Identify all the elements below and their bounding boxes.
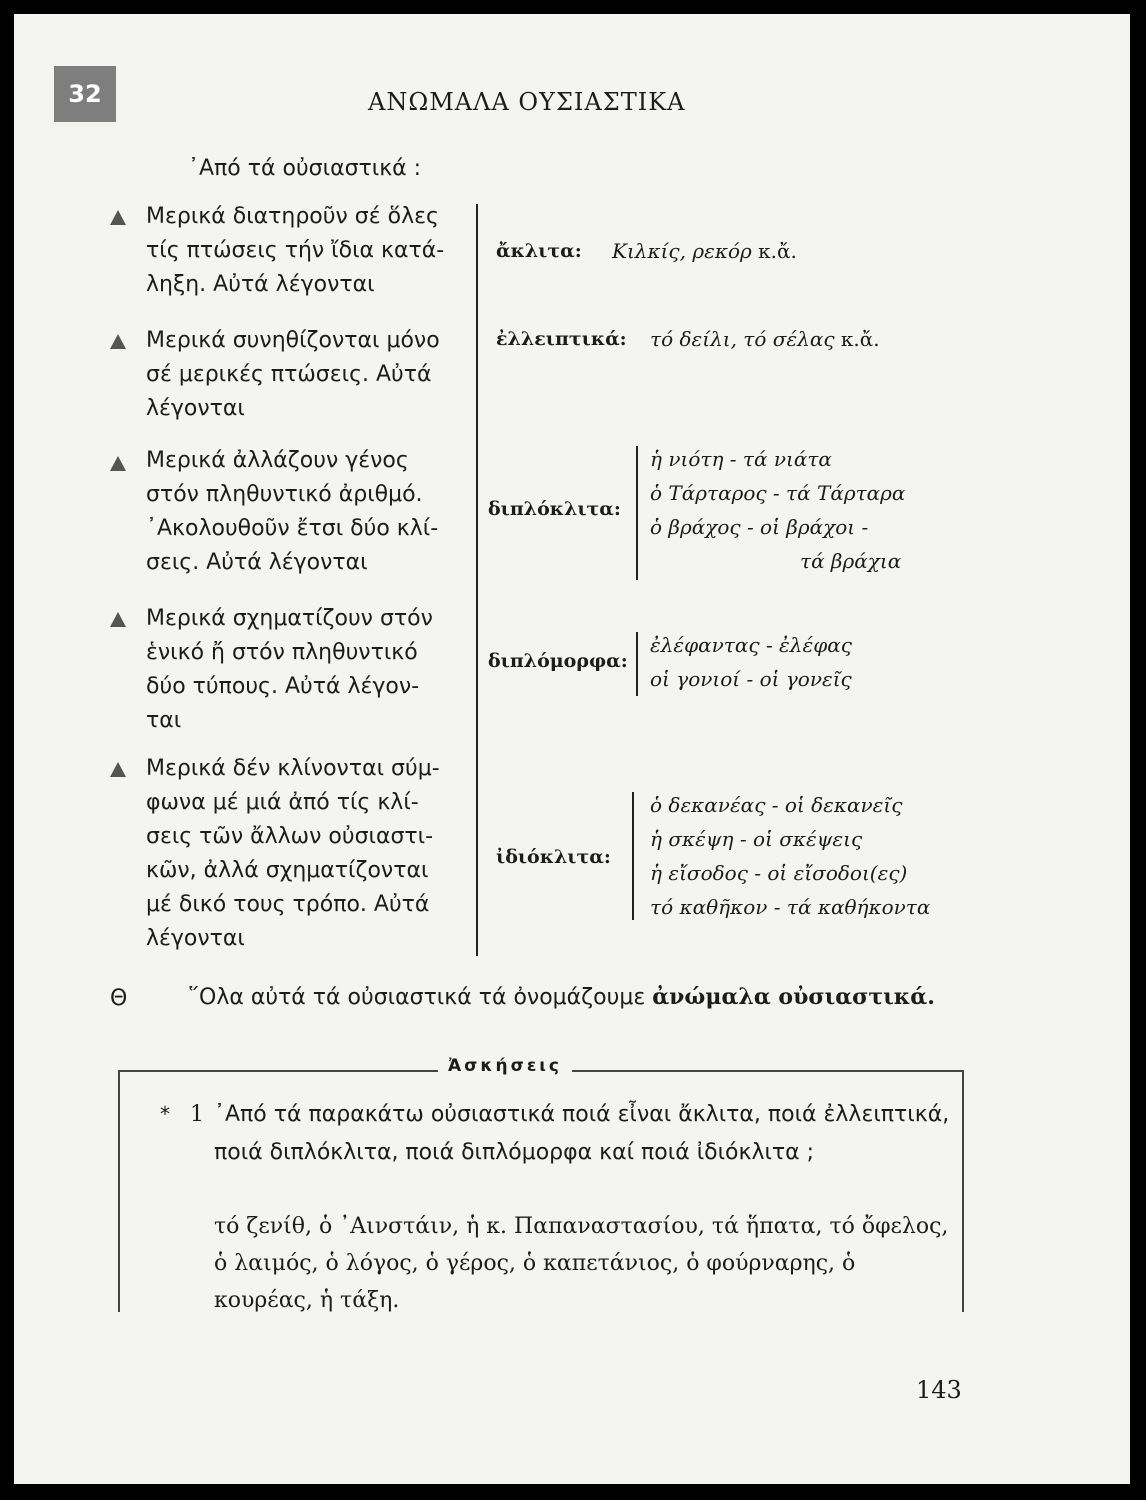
rule-line: στόν πληθυντικό ἀριθμό. <box>146 482 423 507</box>
rule-line: κῶν, ἀλλά σχηματίζονται <box>146 858 429 883</box>
example-row: τό καθῆκον - τά καθήκοντα <box>650 895 931 919</box>
rule-line: ἑνικό ἤ στόν πληθυντικό <box>146 640 418 665</box>
rule-line: ληξη. Αὐτά λέγονται <box>146 272 375 297</box>
rule-line: ᾿Ακολουθοῦν ἔτσι δύο κλί- <box>146 516 439 541</box>
rule-line: τίς πτώσεις τήν ἴδια κατά- <box>146 238 445 263</box>
examples-diploklita <box>650 442 966 578</box>
page-title: ΑΝΩΜΑΛΑ ΟΥΣΙΑΣΤΙΚΑ <box>368 88 686 116</box>
theta-icon: Θ <box>110 986 128 1011</box>
example-row: ὁ βράχος - οἱ βράχοι - <box>650 515 869 539</box>
rule-line: σεις. Αὐτά λέγονται <box>146 550 368 575</box>
intro-text: ᾿Από τά οὐσιαστικά : <box>188 156 422 181</box>
rule-line: δύο τύπους. Αὐτά λέγον- <box>146 674 420 699</box>
example-row: ἐλέφαντας - ἐλέφας <box>650 633 852 657</box>
rule-line: Μερικά σχηματίζουν στόν <box>146 606 433 631</box>
exercise-question: ᾿Από τά παρακάτω οὐσιαστικά ποιά εἶναι ἄκλιτα, ποιά ἐλλειπτικά, ποιά διπλόκλιτα, ποιά διπλόμορφα καί ποιά ἰδιόκλιτα ; <box>214 1102 950 1165</box>
example-aklita <box>612 239 797 263</box>
rule-line: σεις τῶν ἄλλων οὐσιαστι- <box>146 824 434 849</box>
label-diplomorfa: διπλόμορφα: <box>488 650 628 672</box>
rule-line: σέ μερικές πτώσεις. Αὐτά <box>146 362 432 387</box>
column-divider <box>476 204 478 956</box>
rule-line: ται <box>146 708 182 733</box>
triangle-icon <box>110 334 126 349</box>
rule-line: μέ δικό τους τρόπο. Αὐτά <box>146 892 430 917</box>
textbook-page <box>14 14 1130 1484</box>
summary-text: ῞Ολα αὐτά τά οὐσιαστικά τά ὀνομάζουμε <box>188 985 646 1010</box>
triangle-icon <box>110 762 126 777</box>
rule-line: φωνα μέ μιά ἀπό τίς κλί- <box>146 790 419 815</box>
triangle-icon <box>110 612 126 627</box>
abbr-text: κ.ἄ. <box>758 239 797 263</box>
summary-line <box>188 984 935 1010</box>
example-row: ἡ νιότη - τά νιάτα <box>650 447 832 471</box>
star-icon: * <box>160 1102 170 1126</box>
brace-line <box>632 792 634 920</box>
examples-diplomorfa <box>650 628 950 696</box>
example-row: τά βράχια <box>800 549 902 573</box>
chapter-badge: 32 <box>54 66 116 122</box>
example-row: ἡ σκέψη - οἱ σκέψεις <box>650 827 863 851</box>
page-number: 143 <box>916 1376 962 1404</box>
rule-4 <box>146 602 476 738</box>
triangle-icon <box>110 210 126 225</box>
example-text: τό δείλι, τό σέλας <box>650 327 835 351</box>
example-text: Κιλκίς, ρεκόρ <box>612 239 752 263</box>
rule-2 <box>146 324 476 426</box>
brace-line <box>636 446 638 580</box>
rule-5 <box>146 752 476 956</box>
example-row: ἡ εἴσοδος - οἱ εἴσοδοι(ες) <box>650 861 908 885</box>
example-row: ὁ δεκανέας - οἱ δεκανεῖς <box>650 793 903 817</box>
label-diploklita: διπλόκλιτα: <box>488 498 621 520</box>
label-aklita: ἄκλιτα: <box>496 240 582 262</box>
exercise-word-list: τό ζενίθ, ὁ ᾿Αινστάιν, ἡ κ. Παπαναστασίου, τά ἥπατα, τό ὄφελος, ὁ λαιμός, ὁ λόγος, ὁ γέρος, ὁ καπετάνιος, ὁ φούρναρης, ὁ κουρέας, ἡ τάξη. <box>214 1214 949 1313</box>
rule-line: Μερικά ἀλλάζουν γένος <box>146 448 409 473</box>
exercises-title: Ἀσκήσεις <box>438 1056 572 1076</box>
summary-term: ἀνώμαλα οὐσιαστικά. <box>652 984 935 1010</box>
example-row: ὁ Τάρταρος - τά Τάρταρα <box>650 481 906 505</box>
label-elleiptika: ἐλλειπτικά: <box>496 328 627 350</box>
rule-3 <box>146 444 476 580</box>
example-elleiptika <box>650 327 880 351</box>
examples-idioklita <box>650 788 970 924</box>
rule-line: Μερικά δέν κλίνονται σύμ- <box>146 756 440 781</box>
example-row: οἱ γονιοί - οἱ γονεῖς <box>650 667 852 691</box>
rule-line: λέγονται <box>146 926 245 951</box>
rule-line: Μερικά συνηθίζονται μόνο <box>146 328 440 353</box>
rule-line: λέγονται <box>146 396 245 421</box>
triangle-icon <box>110 456 126 471</box>
label-idioklita: ἰδιόκλιτα: <box>496 846 611 868</box>
brace-line <box>636 632 638 696</box>
rule-1 <box>146 200 476 302</box>
abbr-text: κ.ἄ. <box>840 327 880 351</box>
rule-line: Μερικά διατηροῦν σέ ὅλες <box>146 204 439 229</box>
exercise-number: 1 <box>190 1102 204 1127</box>
